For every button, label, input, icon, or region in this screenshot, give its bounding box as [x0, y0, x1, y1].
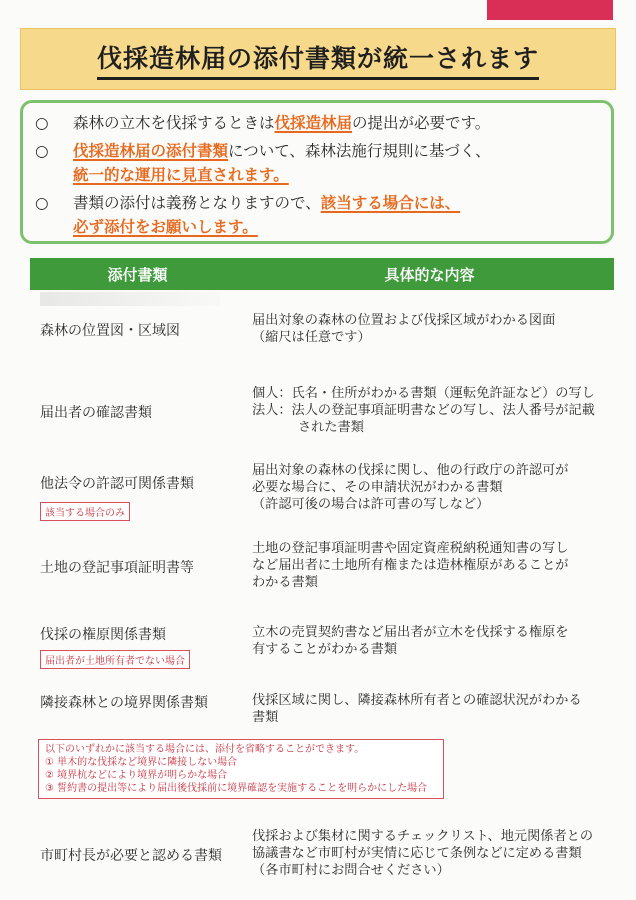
- notice-text-1: [73, 111, 601, 135]
- notice-text-part: 森林の立木を伐採するときは: [73, 114, 275, 132]
- desc-line: （縮尺は任意です）: [252, 330, 371, 345]
- condition-tag: 該当する場合のみ: [40, 502, 130, 521]
- desc-line: 書類: [252, 710, 279, 725]
- desc-line: 伐採区域に関し、隣接森林所有者との確認状況がわかる: [252, 693, 582, 708]
- notice-highlight: 必ず添付をお願いします。: [73, 218, 258, 236]
- desc-line: 個人：氏名・住所がわかる書類（運転免許証など）の写し: [252, 386, 595, 401]
- table-row: [30, 690, 614, 730]
- table-row: [30, 540, 614, 600]
- notice-text-part: 書類の添付は義務となりますので、: [73, 194, 321, 212]
- row-label: 森林の位置図・区域図: [40, 323, 180, 339]
- corner-tag: [487, 0, 613, 20]
- notice-item-1: [35, 111, 601, 135]
- notice-highlight: 伐採造林届: [274, 114, 353, 132]
- title-band: [20, 28, 616, 90]
- row-desc: [252, 624, 612, 658]
- desc-line: （許認可後の場合は許可書の写しなど）: [252, 497, 490, 512]
- header-attached-docs: 添付書類: [107, 265, 168, 284]
- row-desc: [252, 540, 612, 591]
- table-header: [30, 258, 614, 290]
- desc-line: 有することがわかる書類: [252, 642, 398, 657]
- row-desc: [252, 385, 612, 436]
- notice-text-2: [73, 139, 601, 187]
- row-label: 市町村長が必要と認める書類: [40, 848, 222, 864]
- table-row: [30, 462, 614, 522]
- desc-line: された書類: [298, 420, 364, 435]
- desc-line: 立木の売買契約書など届出者が立木を伐採する権原を: [252, 625, 569, 640]
- omit-note-box: [38, 739, 444, 799]
- table-row: [30, 385, 614, 445]
- desc-line: など届出者に土地所有権または造林権原があることが: [252, 558, 569, 573]
- circle-bullet-icon: ○: [35, 114, 49, 132]
- condition-tag: 届出者が土地所有者でない場合: [40, 650, 190, 669]
- page-title: 伐採造林届の添付書類が統一されます: [97, 39, 539, 80]
- circle-bullet-icon: ○: [35, 194, 49, 212]
- omit-note-line: ② 境界杭などにより境界が明らかな場合: [45, 770, 228, 781]
- notice-box: [20, 100, 614, 244]
- notice-highlight: 該当する場合には、: [320, 194, 461, 212]
- notice-highlight: 統一的な運用に見直されます。: [73, 166, 289, 184]
- desc-line: 土地の登記事項証明書や固定資産税納税通知書の写し: [252, 541, 569, 556]
- notice-text-part: の提出が必要です。: [352, 114, 491, 132]
- table-row: [30, 310, 614, 370]
- circle-bullet-icon: ○: [35, 142, 49, 160]
- desc-line: わかる書類: [252, 575, 318, 590]
- table-row: [30, 828, 614, 888]
- desc-line: 協議書など市町村が実情に応じて条例などに定める書類: [252, 846, 582, 861]
- omit-note-line: ③ 誓約書の提出等により届出後伐採前に境界確認を実施することを明らかにした場合: [45, 783, 428, 794]
- desc-line: 伐採および集材に関するチェックリスト、地元関係者との: [252, 829, 594, 844]
- desc-line: 届出対象の森林の伐採に関し、他の行政庁の許認可が: [252, 463, 569, 478]
- scan-smudge: [40, 292, 220, 306]
- row-desc: [252, 312, 612, 346]
- omit-note-line: 以下のいずれかに該当する場合には、添付を省略することができます。: [45, 744, 365, 755]
- notice-item-3: [35, 191, 601, 239]
- notice-item-2: [35, 139, 601, 187]
- desc-line: 必要な場合に、その申請状況がわかる書類: [252, 480, 503, 495]
- table-row: [30, 622, 614, 672]
- row-label: 隣接森林との境界関係書類: [40, 695, 208, 711]
- notice-text-3: [73, 191, 601, 239]
- row-label: 他法令の許認可関係書類: [40, 476, 194, 492]
- row-label: 届出者の確認書類: [40, 405, 152, 421]
- row-label: 土地の登記事項証明書等: [40, 560, 194, 576]
- header-details: 具体的な内容: [384, 265, 475, 284]
- desc-line: 届出対象の森林の位置および伐採区域がわかる図面: [252, 313, 556, 328]
- row-desc: [252, 692, 612, 726]
- notice-text-part: について、森林法施行規則に基づく、: [228, 142, 491, 160]
- notice-highlight: 伐採造林届の添付書類: [73, 142, 229, 160]
- omit-note-line: ① 単木的な伐採など境界に隣接しない場合: [45, 757, 238, 768]
- row-label: 伐採の権原関係書類: [40, 627, 166, 643]
- row-desc: [252, 828, 612, 879]
- desc-line: （各市町村にお問合せください）: [252, 863, 450, 878]
- row-desc: [252, 462, 612, 513]
- desc-line: 法人：法人の登記事項証明書などの写し、法人番号が記載: [252, 403, 595, 418]
